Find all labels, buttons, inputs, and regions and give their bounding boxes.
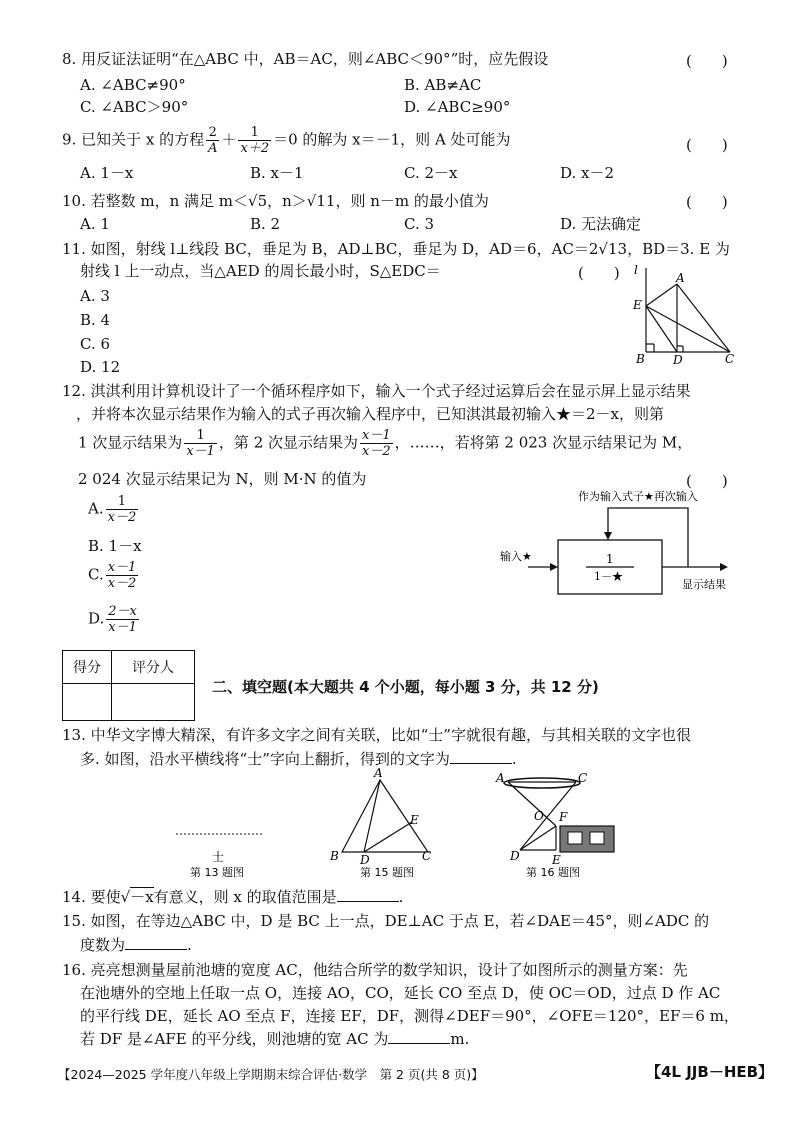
q13-line2 xyxy=(80,748,517,770)
q16-line2: 在池塘外的空地上任取一点 O，连接 AO，CO，延长 CO 至点 D，使 OC＝OD，过点 D 作 AC xyxy=(80,984,721,1002)
q9-plus: ＋ xyxy=(221,130,237,149)
q9-fraction-1 xyxy=(206,125,219,156)
q12-option-a-frac xyxy=(106,494,139,525)
q16-label-o: O xyxy=(534,809,544,823)
q13-figure xyxy=(170,770,270,880)
q12-line2: ，并将本次显示结果作为输入的式子再次输入程序中，已知淇淇最初输入★＝2－x，则第 xyxy=(76,405,665,423)
q10-option-b: B. 2 xyxy=(250,215,281,233)
score-table-cell-score xyxy=(63,684,112,721)
section-2-heading: 二、填空题(本大题共 4 个小题，每小题 3 分，共 12 分) xyxy=(212,678,599,696)
score-table-cell-grader xyxy=(112,684,195,721)
q8-stem: 8. 用反证法证明“在△ABC 中，AB＝AC，则∠ABC＜90°”时，应先假设 xyxy=(62,50,549,68)
q12-option-c-num: x－1 xyxy=(107,560,137,575)
q16-caption: 第 16 题图 xyxy=(526,866,580,879)
q15-answer-blank xyxy=(125,935,187,950)
q14-radicand: －x xyxy=(130,888,154,906)
q10-answer-paren: ( ) xyxy=(686,193,728,211)
q12-answer-paren: ( ) xyxy=(686,472,728,490)
q15-line1: 15. 如图，在等边△ABC 中，D 是 BC 上一点，DE⊥AC 于点 E，若∠DAE＝45°，则∠ADC 的 xyxy=(62,912,710,930)
q10-option-d: D. 无法确定 xyxy=(560,215,642,233)
q11-label-l: l xyxy=(634,263,638,277)
q16-line1: 16. 亮亮想测量屋前池塘的宽度 AC，他结合所学的数学知识，设计了如图所示的测量方案：先 xyxy=(62,961,688,979)
q9-option-d: D. x－2 xyxy=(560,164,615,182)
q12-flow-loop-label: 作为输入式子★再次输入 xyxy=(578,490,698,503)
q9-frac2-den: x＋2 xyxy=(240,141,270,156)
page-footer: 【2024—2025 学年度八年级上学期期末综合评估·数学 第 2 页(共 8 页)】 xyxy=(58,1067,484,1082)
q11-option-a: A. 3 xyxy=(80,287,110,305)
q12-option-c xyxy=(88,560,140,591)
q8-option-c: C. ∠ABC＞90° xyxy=(80,98,189,116)
q15-line2-text: 度数为 xyxy=(80,936,126,954)
q16-line3: 的平行线 DE，延长 AO 至点 F，连接 EF，DF，测得∠DEF＝90°，∠OFE＝120°，EF＝6 m， xyxy=(80,1007,739,1025)
q10-option-c: C. 3 xyxy=(404,215,435,233)
q14-stem xyxy=(62,886,403,908)
q11-option-c: C. 6 xyxy=(80,335,111,353)
q14-text-a: 14. 要使 xyxy=(62,888,121,906)
q11-line1: 11. 如图，射线 l⊥线段 BC，垂足为 B，AD⊥BC，垂足为 D，AD＝6，AC＝2√13，BD＝3. E 为 xyxy=(62,240,730,258)
q12-flow-input-label: 输入★ xyxy=(500,550,532,563)
q13-line2-end: . xyxy=(511,750,517,768)
q12-fraction-1 xyxy=(184,428,217,459)
q16-house-window-left xyxy=(568,832,582,844)
q15-label-d: D xyxy=(360,853,370,867)
q12-flow-loop-arrow xyxy=(604,532,612,540)
q13-character: 士 xyxy=(212,850,225,864)
q11-label-e: E xyxy=(633,298,642,312)
q12-option-c-frac xyxy=(106,560,139,591)
q12-option-d-frac xyxy=(106,604,139,635)
q14-answer-blank xyxy=(337,887,399,902)
q14-text-c: . xyxy=(398,888,404,906)
q14-radical: √－x xyxy=(120,888,154,906)
q15-label-c: C xyxy=(422,849,432,863)
q16-segment-df xyxy=(520,826,556,850)
q9-stem-b: ＝0 的解为 x＝－1，则 A 处可能为 xyxy=(273,130,511,149)
q13-caption: 第 13 题图 xyxy=(190,866,244,879)
q16-label-c: C xyxy=(578,771,588,785)
q11-line2: 射线 l 上一动点，当△AED 的周长最小时，S△EDC＝ xyxy=(80,262,441,280)
q12-option-a-den: x－2 xyxy=(107,510,137,525)
q9-option-b: B. x－1 xyxy=(250,164,304,182)
q9-stem xyxy=(62,125,511,156)
score-table-header-grader: 评分人 xyxy=(112,651,195,684)
q12-line3-a: 1 次显示结果为 xyxy=(78,433,183,452)
q12-line4: 2 024 次显示结果记为 N，则 M·N 的值为 xyxy=(78,470,367,488)
q12-flow-box-num: 1 xyxy=(606,552,614,566)
q8-option-a: A. ∠ABC≠90° xyxy=(80,76,186,94)
q11-segment-ac xyxy=(677,284,730,352)
q9-option-a: A. 1－x xyxy=(80,164,134,182)
q12-flow-output-label: 显示结果 xyxy=(682,578,726,591)
q12-option-c-label: C. xyxy=(88,565,104,584)
q8-answer-paren: ( ) xyxy=(686,52,728,70)
q11-label-a: A xyxy=(676,271,685,285)
q12-f1-den: x－1 xyxy=(186,444,215,459)
q9-frac2-num: 1 xyxy=(238,125,271,141)
q11-segment-ec xyxy=(646,306,730,352)
q15-line2 xyxy=(80,934,192,956)
q12-option-d xyxy=(88,604,141,635)
q16-figure xyxy=(492,768,622,880)
q16-line4-text: 若 DF 是∠AFE 的平分线，则池塘的宽 AC 为 xyxy=(80,1030,389,1048)
q16-label-f: F xyxy=(559,810,568,824)
q12-fraction-2 xyxy=(360,428,393,459)
q16-line4-end: m. xyxy=(450,1030,470,1048)
q11-label-d: D xyxy=(673,353,683,366)
q16-pond xyxy=(504,778,580,788)
q12-flow-input-arrow xyxy=(550,563,558,571)
q12-option-a xyxy=(88,494,140,525)
q9-fraction-2 xyxy=(238,125,271,156)
q8-option-b: B. AB≠AC xyxy=(404,76,482,94)
q11-answer-paren: ( ) xyxy=(578,264,620,282)
q11-figure xyxy=(628,262,740,366)
q12-flow-output-arrow xyxy=(720,563,728,571)
q12-f2-num: x－1 xyxy=(362,428,391,443)
q9-frac1-den: A xyxy=(208,141,218,156)
q10-option-a: A. 1 xyxy=(80,215,110,233)
q11-option-d: D. 12 xyxy=(80,358,121,376)
q15-segment-de xyxy=(364,822,412,852)
q15-segment-ad xyxy=(364,780,380,852)
q15-label-b: B xyxy=(330,849,339,863)
q16-label-e: E xyxy=(552,853,561,867)
q13-line2-text: 多. 如图，沿水平横线将“士”字向上翻折，得到的文字为 xyxy=(80,750,450,768)
q12-option-d-den: x－1 xyxy=(108,620,137,635)
q12-flowchart xyxy=(498,488,738,598)
q12-f2-den: x－2 xyxy=(362,444,391,459)
q9-stem-a: 9. 已知关于 x 的方程 xyxy=(62,130,205,149)
q12-option-a-num: 1 xyxy=(106,494,139,510)
q15-caption: 第 15 题图 xyxy=(360,866,414,879)
score-table-header-score: 得分 xyxy=(63,651,112,684)
q11-label-b: B xyxy=(636,352,645,366)
q16-label-a: A xyxy=(496,771,505,785)
q15-label-e: E xyxy=(410,813,419,827)
score-table xyxy=(62,650,195,721)
q13-line1: 13. 中华文字博大精深，有许多文字之间有关联，比如“士”字就很有趣，与其相关联的文字也很 xyxy=(62,726,691,744)
q12-option-d-num: 2－x xyxy=(108,604,137,619)
q16-house xyxy=(560,826,614,852)
q12-line3 xyxy=(78,428,692,459)
q16-label-d: D xyxy=(510,849,520,863)
q14-text-b: 有意义，则 x 的取值范围是 xyxy=(153,888,337,906)
q12-f1-num: 1 xyxy=(184,428,217,444)
q16-answer-blank xyxy=(388,1029,450,1044)
q15-label-a: A xyxy=(374,766,383,780)
q12-line1: 12. 淇淇利用计算机设计了一个循环程序如下，输入一个式子经过运算后会在显示屏上显示结果 xyxy=(62,382,691,400)
q9-frac1-num: 2 xyxy=(206,125,219,141)
q11-label-c: C xyxy=(725,352,735,366)
q12-option-a-label: A. xyxy=(88,499,104,518)
q9-option-c: C. 2－x xyxy=(404,164,458,182)
q16-house-window-right xyxy=(590,832,604,844)
q12-line3-c: ，……，若将第 2 023 次显示结果记为 M， xyxy=(394,433,693,452)
q11-segment-ea xyxy=(646,284,677,306)
q10-stem: 10. 若整数 m，n 满足 m＜√5，n＞√11，则 n－m 的最小值为 xyxy=(62,192,489,210)
q15-line2-end: . xyxy=(187,936,192,954)
q9-answer-paren: ( ) xyxy=(686,136,728,154)
q12-flow-box-den: 1－★ xyxy=(594,570,623,583)
q15-figure xyxy=(322,766,442,880)
paper-code: 【4L JJB－HEB】 xyxy=(646,1063,774,1081)
q12-option-d-label: D. xyxy=(88,609,105,628)
q11-segment-ed xyxy=(646,306,677,352)
q12-line3-b: ，第 2 次显示结果为 xyxy=(218,433,359,452)
q12-option-b: B. 1－x xyxy=(88,537,142,555)
q12-option-c-den: x－2 xyxy=(107,576,137,591)
q11-option-b: B. 4 xyxy=(80,311,111,329)
q12-flow-loop-line xyxy=(608,508,688,567)
q13-answer-blank xyxy=(450,749,512,764)
q16-line4 xyxy=(80,1028,469,1050)
q8-option-d: D. ∠ABC≥90° xyxy=(404,98,511,116)
